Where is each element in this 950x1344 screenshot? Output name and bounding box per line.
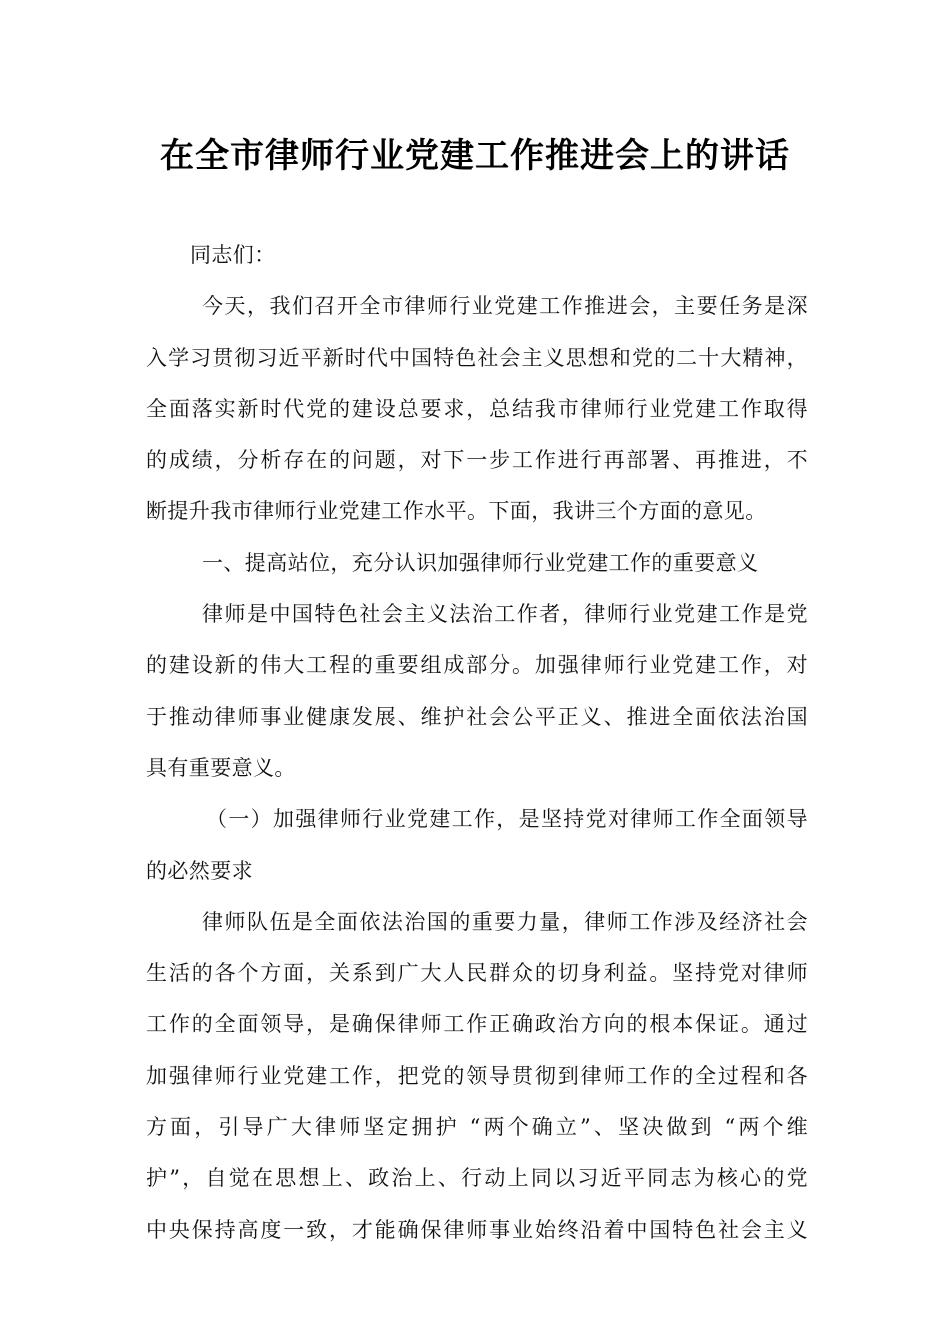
paragraph-line: 加强律师行业党建工作，把党的领导贯彻到律师工作的全过程和各: [146, 1063, 808, 1088]
paragraph-line: 律师队伍是全面依法治国的重要力量，律师工作涉及经济社会: [202, 909, 808, 934]
section-heading: 一、提高站位，充分认识加强律师行业党建工作的重要意义: [202, 550, 759, 575]
paragraph-line: 今天，我们召开全市律师行业党建工作推进会，主要任务是深: [202, 294, 808, 319]
paragraph-line: 律师是中国特色社会主义法治工作者，律师行业党建工作是党: [202, 602, 808, 627]
paragraph-line: 的建设新的伟大工程的重要组成部分。加强律师行业党建工作，对: [146, 653, 808, 678]
paragraph-line: 具有重要意义。: [146, 755, 296, 780]
paragraph-line: 于推动律师事业健康发展、维护社会公平正义、推进全面依法治国: [146, 704, 808, 729]
paragraph-line: 中央保持高度一致，才能确保律师事业始终沿着中国特色社会主义: [146, 1217, 808, 1242]
subsection-heading: （一）加强律师行业党建工作，是坚持党对律师工作全面领导: [206, 807, 808, 832]
paragraph-line: 的成绩，分析存在的问题，对下一步工作进行再部署、再推进，不: [146, 448, 808, 473]
subsection-heading: 的必然要求: [146, 858, 253, 883]
paragraph-line: 断提升我市律师行业党建工作水平。下面，我讲三个方面的意见。: [146, 499, 767, 524]
document-body: [146, 230, 808, 1256]
page-title: 在全市律师行业党建工作推进会上的讲话: [160, 136, 790, 176]
paragraph-line: 方面，引导广大律师坚定拥护 “两个确立”、坚决做到 “两个维: [146, 1115, 808, 1140]
paragraph-line: 全面落实新时代党的建设总要求，总结我市律师行业党建工作取得: [146, 396, 808, 421]
salutation: 同志们：: [190, 243, 276, 267]
paragraph-line: 入学习贯彻习近平新时代中国特色社会主义思想和党的二十大精神，: [146, 345, 808, 370]
paragraph-line: 生活的各个方面，关系到广大人民群众的切身利益。坚持党对律师: [146, 961, 808, 986]
paragraph-line: 护”，自觉在思想上、政治上、行动上同以习近平同志为核心的党: [146, 1166, 808, 1191]
paragraph-line: 工作的全面领导，是确保律师工作正确政治方向的根本保证。通过: [146, 1012, 808, 1037]
